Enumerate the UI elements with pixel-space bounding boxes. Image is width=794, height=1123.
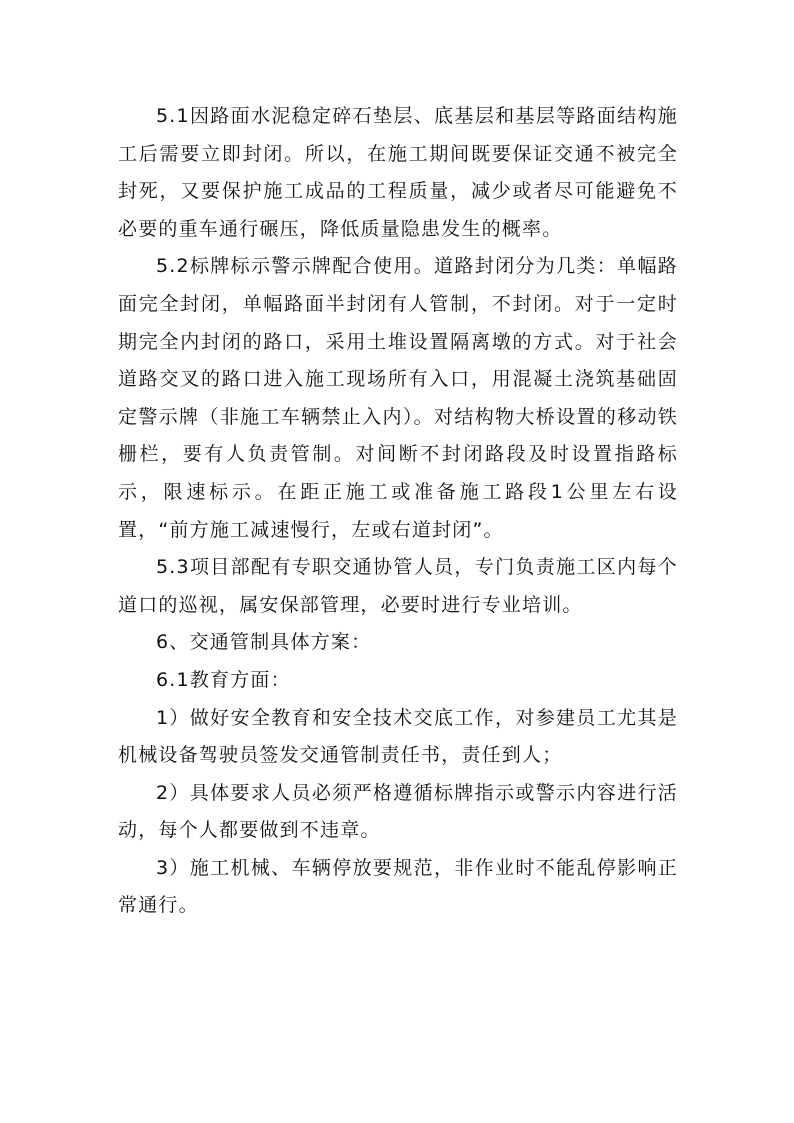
subsection-heading-6-1: 6.1教育方面： bbox=[156, 668, 291, 691]
list-item-1: 1）做好安全教育和安全技术交底工作，对参建员工尤其是机械设备驾驶员签发交通管制责任书，责任到人； bbox=[118, 706, 678, 767]
paragraph-5-1: 5.1因路面水泥稳定碎石垫层、底基层和基层等路面结构施工后需要立即封闭。所以，在施工期间既要保证交通不被完全封死，又要保护施工成品的工程质量，减少或者尽可能避免不必要的重车通行碾压，降低质量隐患发生的概率。 bbox=[118, 105, 678, 240]
list-item-3: 3）施工机械、车辆停放要规范，非作业时不能乱停影响正常通行。 bbox=[118, 856, 678, 917]
paragraph-5-3: 5.3项目部配有专职交通协管人员，专门负责施工区内每个道口的巡视，属安保部管理，必要时进行专业培训。 bbox=[118, 556, 678, 616]
paragraph-5-2: 5.2标牌标示警示牌配合使用。道路封闭分为几类：单幅路面完全封闭，单幅路面半封闭有人管制，不封闭。对于一定时期完全内封闭的路口，采用土堆设置隔离墩的方式。对于社会道路交叉的路口进入施工现场所有入口，用混凝土浇筑基础固定警示牌（非施工车辆禁止入内）。对结构物大桥设置的移动铁栅栏，要有人负责管制。对间断不封闭路段及时设置指路标示，限速标示。在距正施工或准备施工路段1公里左右设置，“前方施工减速慢行，左或右道封闭”。 bbox=[118, 255, 678, 541]
document-body bbox=[118, 98, 678, 925]
section-heading-6: 6、交通管制具体方案： bbox=[156, 631, 372, 654]
list-item-2: 2）具体要求人员必须严格遵循标牌指示或警示内容进行活动，每个人都要做到不违章。 bbox=[118, 781, 678, 842]
